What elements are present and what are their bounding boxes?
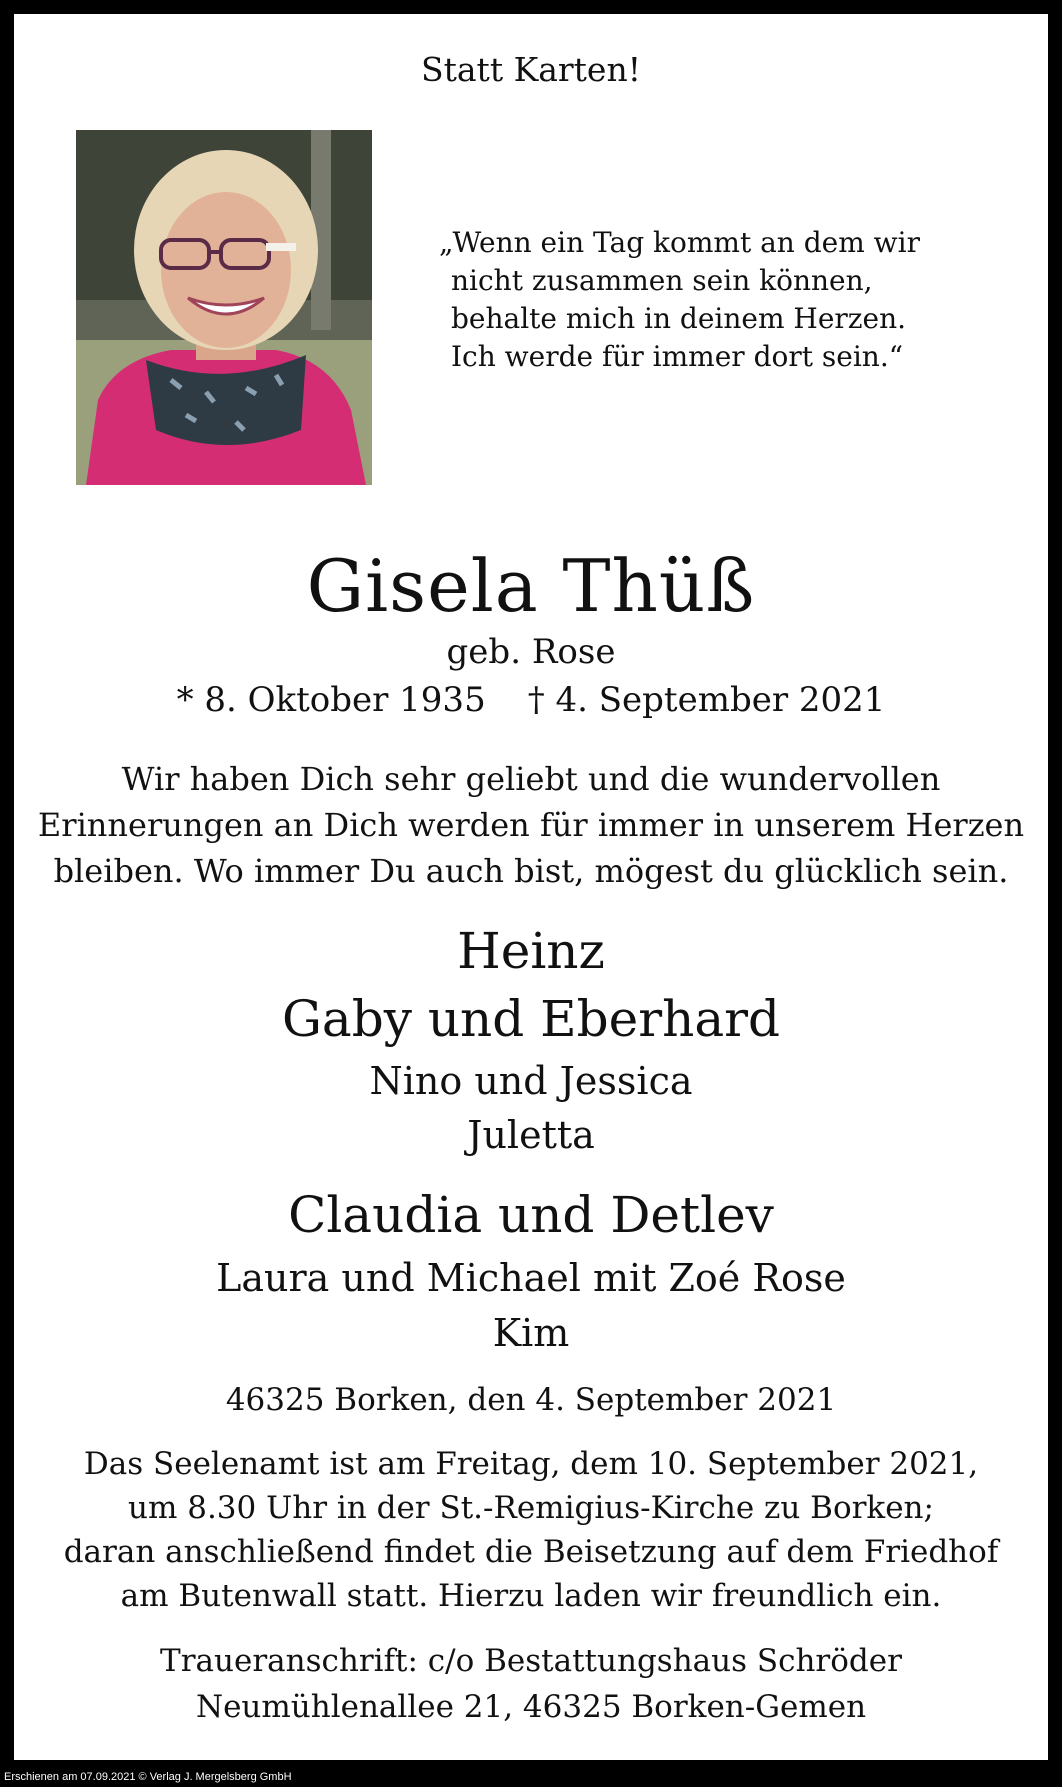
address-line: Neumühlenallee 21, 46325 Borken-Gemen (195, 1689, 867, 1725)
quote-block (439, 224, 920, 376)
obituary-notice (14, 14, 1048, 1760)
deceased-name: Gisela Thüß (306, 544, 756, 628)
statt-karten-heading: Statt Karten! (421, 50, 641, 89)
mourner-laura-michael: Laura und Michael mit Zoé Rose (216, 1256, 846, 1300)
service-line: am Butenwall statt. Hierzu laden wir freundlich ein. (120, 1578, 942, 1614)
quote-line: „Wenn ein Tag kommt an dem wir (439, 226, 920, 259)
mourner-juletta: Juletta (467, 1113, 595, 1157)
quote-line: nicht zusammen sein können, (451, 264, 873, 297)
life-dates (14, 680, 1048, 720)
service-line: daran anschließend findet die Beisetzung auf dem Friedhof (63, 1534, 999, 1570)
message-line: bleiben. Wo immer Du auch bist, mögest du glücklich sein. (53, 852, 1009, 890)
mourning-address (14, 1638, 1048, 1730)
mourner-nino-jessica: Nino und Jessica (369, 1059, 693, 1103)
birth-date: * 8. Oktober 1935 (176, 680, 486, 720)
mourner-gaby-eberhard: Gaby und Eberhard (281, 990, 781, 1048)
publication-footer: Erschienen am 07.09.2021 © Verlag J. Mergelsberg GmbH (4, 1771, 292, 1783)
service-info (14, 1442, 1048, 1618)
mourner-kim: Kim (492, 1311, 570, 1355)
portrait-illustration (76, 130, 372, 485)
service-line: Das Seelenamt ist am Freitag, dem 10. September 2021, (83, 1446, 979, 1482)
address-line: Traueranschrift: c/o Bestattungshaus Schröder (160, 1643, 902, 1679)
farewell-message (14, 756, 1048, 894)
death-date: † 4. September 2021 (527, 680, 886, 720)
mourner-claudia-detlev: Claudia und Detlev (288, 1186, 774, 1244)
message-line: Erinnerungen an Dich werden für immer in unserem Herzen (37, 806, 1025, 844)
quote-line: Ich werde für immer dort sein.“ (451, 340, 904, 373)
birth-name: geb. Rose (446, 632, 616, 672)
message-line: Wir haben Dich sehr geliebt und die wundervollen (121, 760, 941, 798)
quote-line: behalte mich in deinem Herzen. (451, 302, 907, 335)
portrait-photo (76, 130, 372, 485)
place-date: 46325 Borken, den 4. September 2021 (225, 1382, 837, 1418)
mourner-heinz: Heinz (457, 922, 605, 980)
service-line: um 8.30 Uhr in der St.-Remigius-Kirche zu Borken; (128, 1490, 934, 1526)
